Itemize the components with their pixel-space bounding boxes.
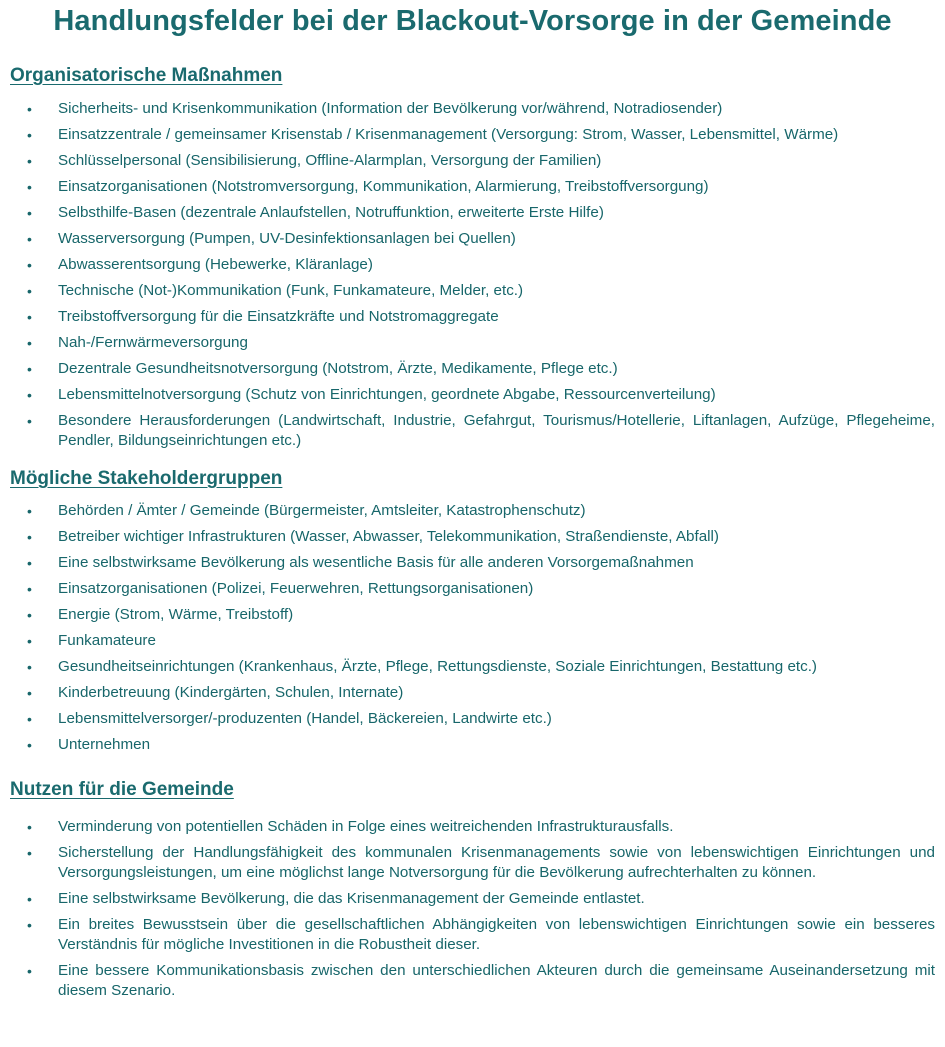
- bullet-icon: •: [27, 413, 32, 429]
- bullet-icon: •: [27, 891, 32, 907]
- list-item-text: Energie (Strom, Wärme, Treibstoff): [58, 606, 294, 623]
- list-organisatorische-massnahmen: [10, 99, 935, 451]
- list-item: [10, 385, 935, 405]
- bullet-icon: •: [27, 361, 32, 377]
- list-item: [10, 203, 935, 223]
- list-item: [10, 579, 935, 599]
- list-item-text: Wasserversorgung (Pumpen, UV-Desinfektionsanlagen bei Quellen): [58, 230, 516, 247]
- bullet-icon: •: [27, 127, 32, 143]
- list-item: [10, 255, 935, 275]
- bullet-icon: •: [27, 387, 32, 403]
- list-item-text: Einsatzorganisationen (Polizei, Feuerwehren, Rettungsorganisationen): [58, 580, 534, 597]
- list-item: [10, 333, 935, 353]
- list-item-text: Lebensmittelversorger/-produzenten (Handel, Bäckereien, Landwirte etc.): [58, 710, 552, 727]
- list-item-text: Ein breites Bewusstsein über die gesellschaftlichen Abhängigkeiten von lebenswichtigen Einrichtungen sowie ein besseres Verständnis für mögliche Investitionen in die Robustheit dieser.: [58, 916, 935, 953]
- section-heading-organisatorische-massnahmen: Organisatorische Maßnahmen: [10, 65, 283, 86]
- list-item: [10, 125, 935, 145]
- list-item: [10, 99, 935, 119]
- bullet-icon: •: [27, 335, 32, 351]
- bullet-icon: •: [27, 737, 32, 753]
- list-item-text: Lebensmittelnotversorgung (Schutz von Einrichtungen, geordnete Abgabe, Ressourcenverteilung): [58, 386, 716, 403]
- bullet-icon: •: [27, 711, 32, 727]
- section-heading-stakeholdergruppen: Mögliche Stakeholdergruppen: [10, 468, 283, 489]
- list-item: [10, 307, 935, 327]
- bullet-icon: •: [27, 153, 32, 169]
- list-item: [10, 735, 935, 755]
- bullet-icon: •: [27, 231, 32, 247]
- bullet-icon: •: [27, 309, 32, 325]
- list-item-text: Unternehmen: [58, 736, 151, 753]
- list-item-text: Schlüsselpersonal (Sensibilisierung, Offline-Alarmplan, Versorgung der Familien): [58, 152, 602, 169]
- list-item-text: Kinderbetreuung (Kindergärten, Schulen, Internate): [58, 684, 404, 701]
- list-item: [10, 657, 935, 677]
- bullet-icon: •: [27, 101, 32, 117]
- list-item-text: Abwasserentsorgung (Hebewerke, Kläranlage): [58, 256, 373, 273]
- section-heading-nutzen-fuer-die-gemeinde: Nutzen für die Gemeinde: [10, 779, 234, 800]
- list-item: [10, 915, 935, 955]
- list-item-text: Behörden / Ämter / Gemeinde (Bürgermeister, Amtsleiter, Katastrophenschutz): [58, 502, 586, 519]
- bullet-icon: •: [27, 845, 32, 861]
- list-item: [10, 961, 935, 1001]
- list-item-text: Nah-/Fernwärmeversorgung: [58, 334, 248, 351]
- bullet-icon: •: [27, 205, 32, 221]
- list-item-text: Technische (Not-)Kommunikation (Funk, Funkamateure, Melder, etc.): [58, 282, 524, 299]
- list-item: [10, 527, 935, 547]
- list-item: [10, 843, 935, 883]
- list-stakeholdergruppen: [10, 501, 935, 755]
- list-item-text: Eine bessere Kommunikationsbasis zwischen den unterschiedlichen Akteuren durch die gemeinsame Auseinandersetzung mit diesem Szenario.: [58, 962, 935, 999]
- list-item-text: Verminderung von potentiellen Schäden in Folge eines weitreichenden Infrastrukturausfalls.: [58, 818, 674, 835]
- bullet-icon: •: [27, 685, 32, 701]
- bullet-icon: •: [27, 283, 32, 299]
- list-item: [10, 631, 935, 651]
- list-item: [10, 151, 935, 171]
- bullet-icon: •: [27, 179, 32, 195]
- list-item-text: Einsatzzentrale / gemeinsamer Krisenstab / Krisenmanagement (Versorgung: Strom, Wasser, Lebensmittel, Wärme): [58, 126, 839, 143]
- list-item-text: Gesundheitseinrichtungen (Krankenhaus, Ärzte, Pflege, Rettungsdienste, Soziale Einrichtungen, Bestattung etc.): [58, 658, 817, 675]
- list-item: [10, 411, 935, 451]
- list-item-text: Betreiber wichtiger Infrastrukturen (Wasser, Abwasser, Telekommunikation, Straßendienste, Abfall): [58, 528, 719, 545]
- list-item-text: Einsatzorganisationen (Notstromversorgung, Kommunikation, Alarmierung, Treibstoffversorgung): [58, 178, 709, 195]
- list-item: [10, 683, 935, 703]
- bullet-icon: •: [27, 529, 32, 545]
- bullet-icon: •: [27, 555, 32, 571]
- list-item: [10, 553, 935, 573]
- bullet-icon: •: [27, 503, 32, 519]
- list-item-text: Eine selbstwirksame Bevölkerung als wesentliche Basis für alle anderen Vorsorgemaßnahmen: [58, 554, 694, 571]
- bullet-icon: •: [27, 607, 32, 623]
- bullet-icon: •: [27, 581, 32, 597]
- list-item: [10, 709, 935, 729]
- bullet-icon: •: [27, 819, 32, 835]
- list-item-text: Sicherheits- und Krisenkommunikation (Information der Bevölkerung vor/während, Notradiosender): [58, 100, 723, 117]
- list-item: [10, 281, 935, 301]
- list-item-text: Dezentrale Gesundheitsnotversorgung (Notstrom, Ärzte, Medikamente, Pflege etc.): [58, 360, 618, 377]
- bullet-icon: •: [27, 963, 32, 979]
- list-item-text: Eine selbstwirksame Bevölkerung, die das Krisenmanagement der Gemeinde entlastet.: [58, 890, 645, 907]
- bullet-icon: •: [27, 257, 32, 273]
- bullet-icon: •: [27, 633, 32, 649]
- list-item: [10, 817, 935, 837]
- list-item: [10, 889, 935, 909]
- list-nutzen-fuer-die-gemeinde: [10, 817, 935, 1001]
- list-item: [10, 359, 935, 379]
- list-item-text: Selbsthilfe-Basen (dezentrale Anlaufstellen, Notruffunktion, erweiterte Erste Hilfe): [58, 204, 604, 221]
- list-item-text: Besondere Herausforderungen (Landwirtschaft, Industrie, Gefahrgut, Tourismus/Hotellerie, Liftanlagen, Aufzüge, Pflegeheime, Pendler, Bildungseinrichtungen etc.): [58, 412, 935, 449]
- bullet-icon: •: [27, 659, 32, 675]
- list-item: [10, 605, 935, 625]
- list-item: [10, 229, 935, 249]
- list-item: [10, 177, 935, 197]
- list-item-text: Treibstoffversorgung für die Einsatzkräfte und Notstromaggregate: [58, 308, 499, 325]
- bullet-icon: •: [27, 917, 32, 933]
- list-item: [10, 501, 935, 521]
- page-title: Handlungsfelder bei der Blackout-Vorsorge in der Gemeinde: [53, 5, 892, 37]
- list-item-text: Funkamateure: [58, 632, 156, 649]
- list-item-text: Sicherstellung der Handlungsfähigkeit des kommunalen Krisenmanagements sowie von lebenswichtigen Einrichtungen und Versorgungsleistungen, um eine möglichst lange Notversorgung für die Bevölkerung aufrechterhalten zu können.: [58, 844, 935, 881]
